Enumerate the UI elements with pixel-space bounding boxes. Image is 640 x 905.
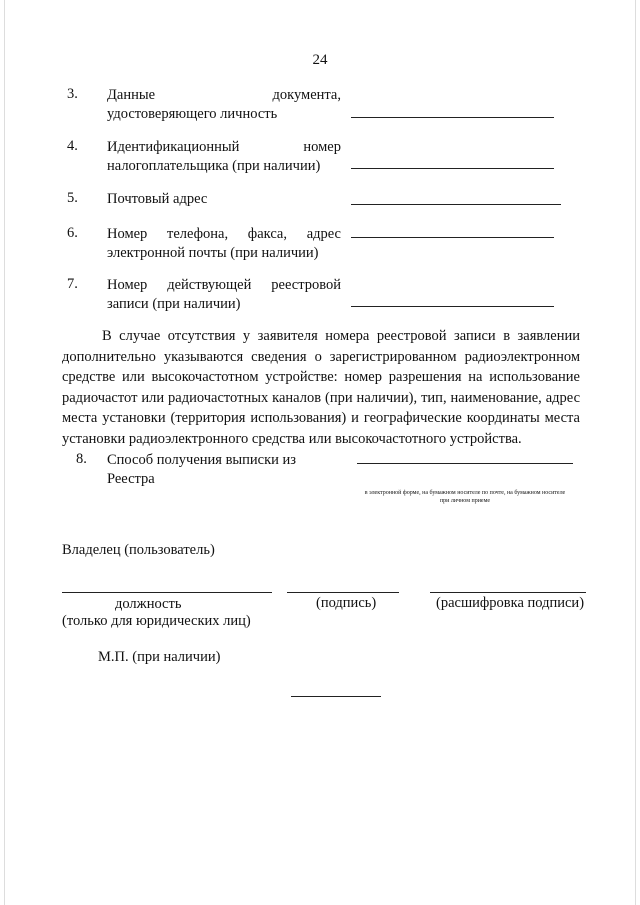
item-number: 3. [67,86,78,102]
item-number: 7. [67,276,78,292]
phone-fax-email-field[interactable] [351,237,554,238]
scan-edge-left [4,0,6,905]
date-field[interactable] [291,696,381,697]
item-number: 8. [76,451,87,467]
position-field[interactable] [62,592,272,593]
item-label-line: налогоплательщика (при наличии) [107,158,321,174]
decoding-label: (расшифровка подписи) [436,595,585,611]
item-label [107,451,337,489]
page-number: 24 [312,52,328,68]
extract-method-hint [345,489,585,505]
item-label-line: Идентификационный номер [107,139,341,155]
scan-edge-right [634,0,636,905]
document-data-field[interactable] [351,117,554,118]
info-paragraph: В случае отсутствия у заявителя номера реестровой записи в заявлении дополнительно указываются сведения о зарегистрированном радиоэлектронном средстве или высокочастотном устройстве: номер разрешения на использование радиочастот или радиочастотных каналов (при наличии), тип, наименование, адрес места установки (территория использования) и географические координаты места установки радиоэлектронного средства или высокочастотного устройства. [62,328,580,447]
item-label [107,276,341,314]
item-label-line: Данные документа, [107,87,341,103]
item-label [107,190,341,209]
extract-method-field[interactable] [357,463,573,464]
position-label: должность [115,596,182,612]
item-number: 6. [67,225,78,241]
item-label-line: записи (при наличии) [107,296,241,312]
signature-decoding-field[interactable] [430,592,586,593]
registry-record-field[interactable] [351,306,554,307]
owner-label: Владелец (пользователь) [62,542,215,558]
item-label-line: удостоверяющего личность [107,106,278,122]
item-label [107,225,341,263]
inn-field[interactable] [351,168,554,169]
signature-field[interactable] [287,592,399,593]
postal-address-field[interactable] [351,204,561,205]
signature-label: (подпись) [316,595,377,611]
item-label-line: Реестра [107,471,155,487]
hint-line: в электронной форме, на бумажном носителе по почте, на бумажном носителе [364,490,566,496]
item-label [107,138,341,176]
item-label-line: Номер телефона, факса, адрес [107,226,341,242]
item-label-line: Почтовый адрес [107,191,208,207]
stamp-label: М.П. (при наличии) [98,649,221,665]
hint-line: при личном приеме [439,498,491,504]
item-label-line: Способ получения выписки из [107,452,297,468]
item-number: 5. [67,190,78,206]
item-number: 4. [67,138,78,154]
item-label-line: электронной почты (при наличии) [107,245,319,261]
item-label-line: Номер действующей реестровой [107,277,341,293]
position-note: (только для юридических лиц) [62,613,251,629]
item-label [107,86,341,124]
